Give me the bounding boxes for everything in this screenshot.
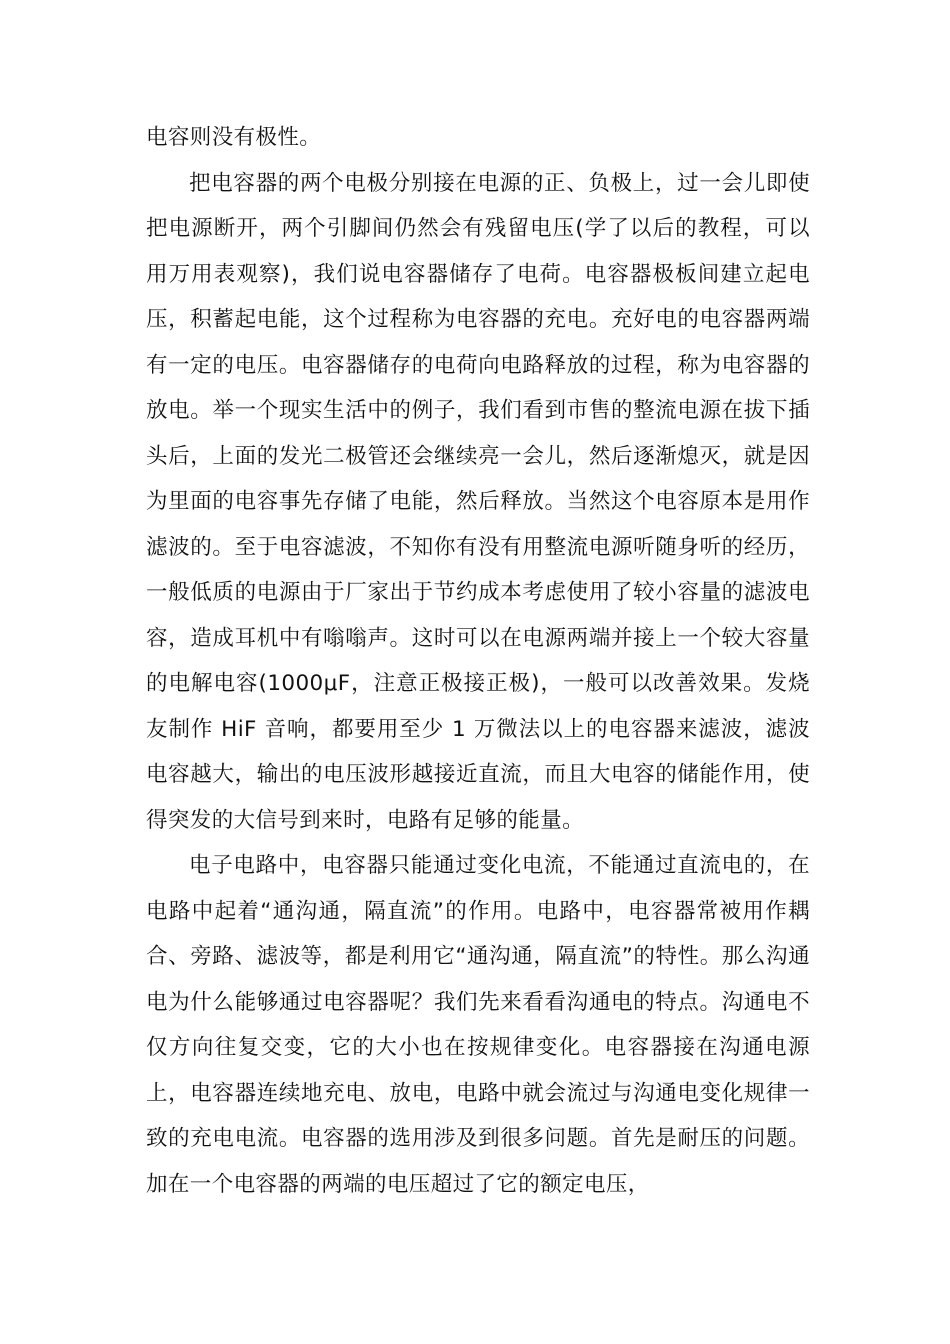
paragraph-ac-coupling: 电子电路中，电容器只能通过变化电流，不能通过直流电的，在电路中起着“通沟通，隔直流”的作用。电路中，电容器常被用作耦合、旁路、滤波等，都是利用它“通沟通，隔直流”的特性。那么沟通电为什么能够通过电容器呢？我们先来看看沟通电的特点。沟通电不仅方向往复交变，它的大小也在按规律变化。电容器接在沟通电源上，电容器连续地充电、放电，电路中就会流过与沟通电变化规律一致的充电电流。电容器的选用涉及到很多问题。首先是耐压的问题。加在一个电容器的两端的电压超过了它的额定电压， [146,853,810,1197]
document-body [146,115,810,1207]
paragraph-charging-discharging: 把电容器的两个电极分别接在电源的正、负极上，过一会儿即使把电源断开，两个引脚间仍然会有残留电压(学了以后的教程，可以用万用表观察)，我们说电容器储存了电荷。电容器极板间建立起电压，积蓄起电能，这个过程称为电容器的充电。充好电的电容器两端有一定的电压。电容器储存的电荷向电路释放的过程，称为电容器的放电。举一个现实生活中的例子，我们看到市售的整流电源在拔下插头后，上面的发光二极管还会继续亮一会儿，然后逐渐熄灭，就是因为里面的电容事先存储了电能，然后释放。当然这个电容原本是用作滤波的。至于电容滤波，不知你有没有用整流电源听随身听的经历，一般低质的电源由于厂家出于节约成本考虑使用了较小容量的滤波电容，造成耳机中有嗡嗡声。这时可以在电源两端并接上一个较大容量的电解电容(1000μF，注意正极接正极)，一般可以改善效果。发烧友制作 HiF 音响，都要用至少 1 万微法以上的电容器来滤波，滤波电容越大，输出的电压波形越接近直流，而且大电容的储能作用，使得突发的大信号到来时，电路有足够的能量。 [146,170,810,833]
paragraph-continued: 电容则没有极性。 [146,125,322,150]
